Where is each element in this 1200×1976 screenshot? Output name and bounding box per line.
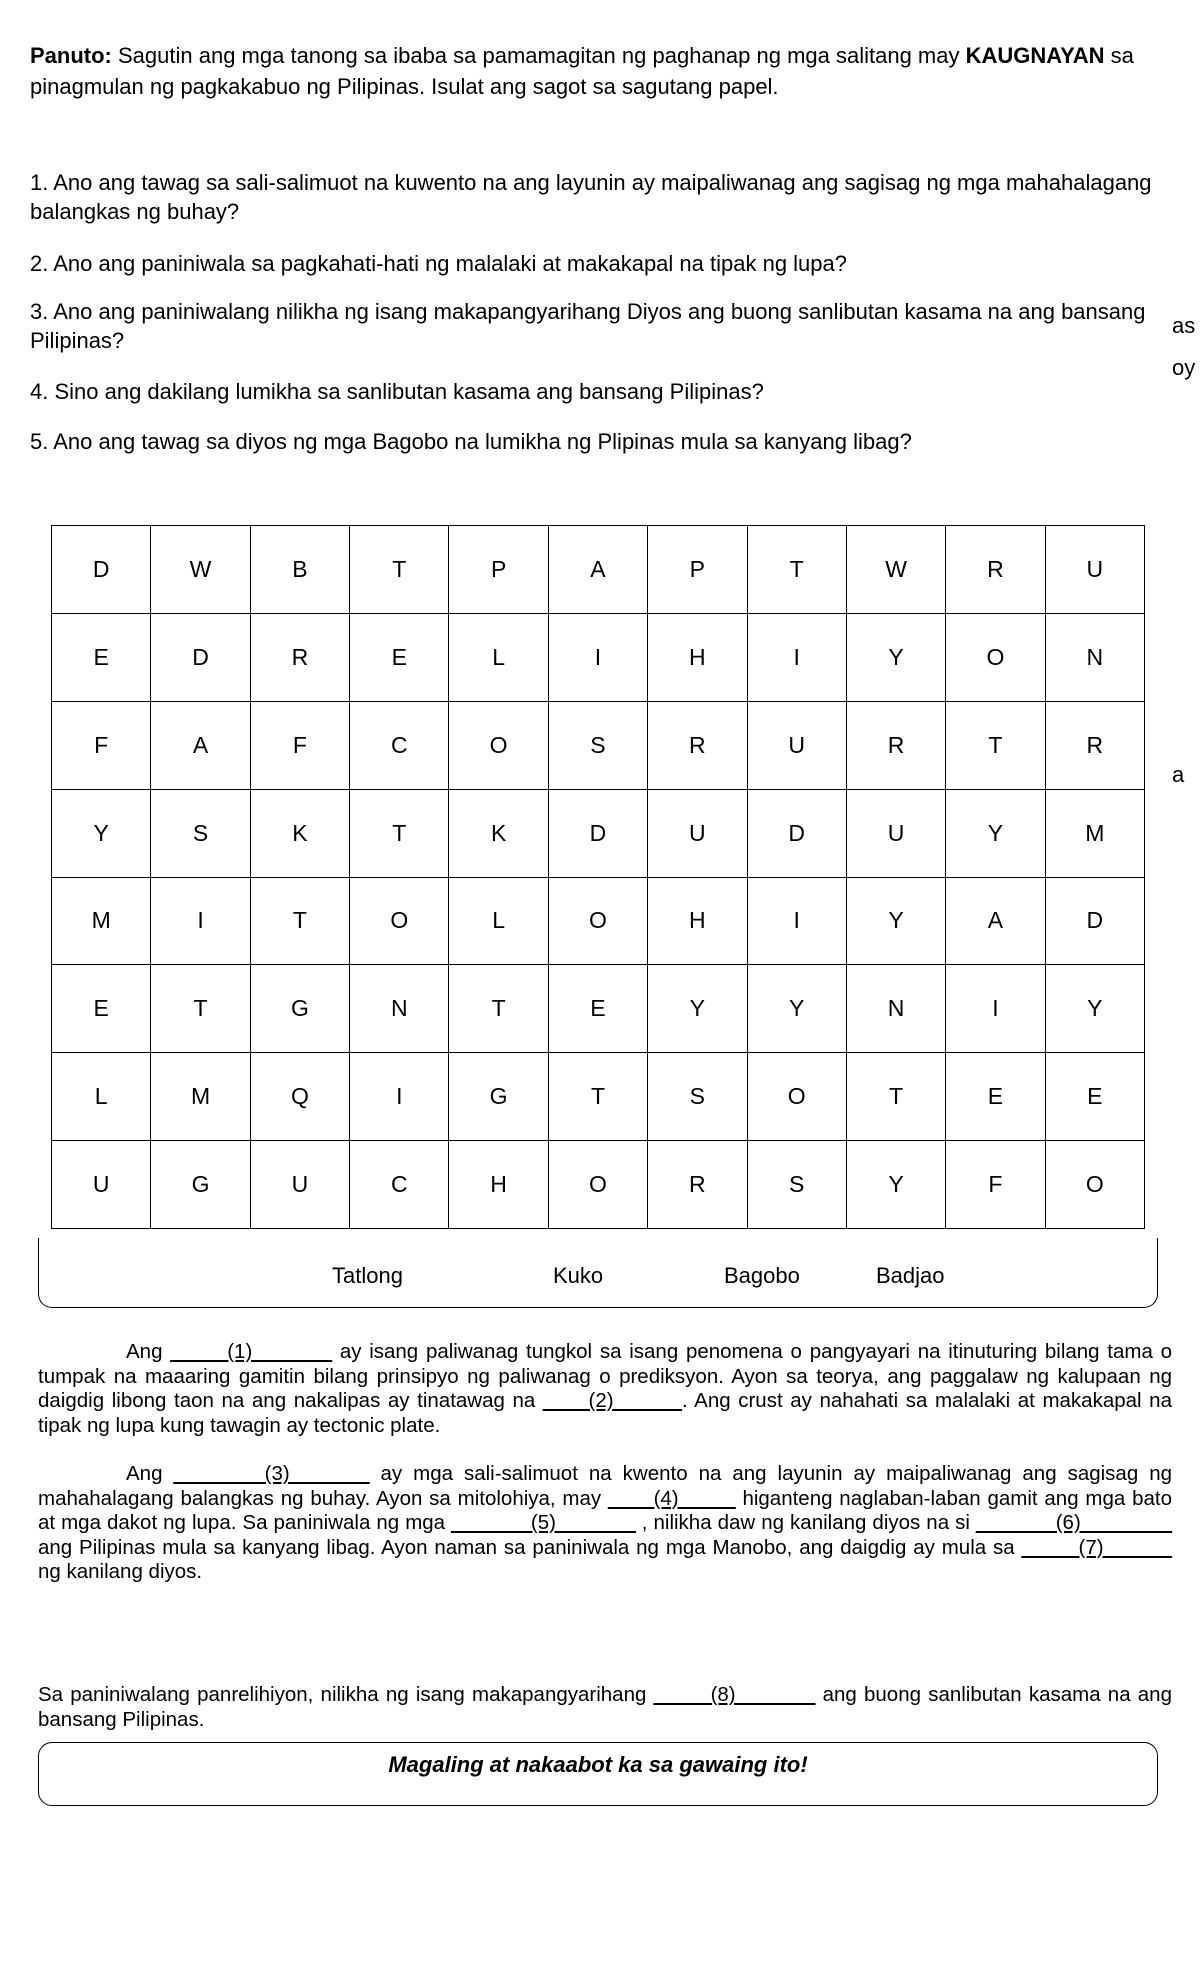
grid-cell: F (52, 701, 151, 789)
grid-cell: S (648, 1053, 747, 1141)
grid-cell: T (250, 877, 349, 965)
grid-cell: W (846, 526, 945, 614)
blank-4: ____(4)_____ (607, 1486, 736, 1510)
grid-cell: U (250, 1141, 349, 1229)
passage-text: Sa paniniwalang panrelihiyon, nilikha ng isang makapangyarihang (38, 1683, 654, 1706)
grid-cell: E (946, 1053, 1045, 1141)
question-4: 4. Sino ang dakilang lumikha sa sanlibutan kasama ang bansang Pilipinas? (30, 379, 764, 404)
grid-cell: T (946, 701, 1045, 789)
grid-cell: D (1045, 877, 1144, 965)
grid-cell: R (648, 1141, 747, 1229)
grid-cell: D (151, 613, 250, 701)
side-fragment: as (1172, 313, 1196, 338)
grid-cell: W (151, 526, 250, 614)
grid-cell: P (648, 526, 747, 614)
instructions-label: Panuto: (30, 43, 112, 68)
passage-text: . Ang crust ay nahahati sa malalaki at makakapal na tipak ng lupa kung tawagin ay tectonic plate. (38, 1389, 1172, 1437)
passage-paragraph-2 (38, 1462, 1172, 1585)
grid-cell: N (350, 965, 449, 1053)
grid-cell: S (548, 701, 647, 789)
grid-cell: R (946, 526, 1045, 614)
passage-paragraph-3 (38, 1683, 1172, 1732)
grid-cell: U (52, 1141, 151, 1229)
grid-cell: Y (648, 965, 747, 1053)
passage-text: ang buong sanlibutan kasama na ang bansang Pilipinas. (38, 1683, 1172, 1731)
blank-5: _______(5)_______ (451, 1511, 636, 1534)
grid-cell: N (846, 965, 945, 1053)
grid-cell: A (151, 701, 250, 789)
grid-cell: R (1045, 701, 1144, 789)
grid-cell: O (449, 701, 548, 789)
passage-text: Ang (126, 1462, 174, 1485)
word-bank-item: Tatlong (332, 1263, 403, 1288)
grid-cell: D (548, 789, 647, 877)
grid-cell: H (449, 1141, 548, 1229)
grid-cell: A (946, 877, 1045, 965)
passage-text: ay mga sali-salimuot na kwento na ang layunin ay maipaliwanag ang sagisag ng mahahalagang balangkas ng buhay. Ayon sa mitolohiya, may (38, 1462, 1173, 1510)
grid-cell: R (648, 701, 747, 789)
grid-cell: U (747, 701, 846, 789)
grid-cell: O (1045, 1141, 1144, 1229)
grid-cell: Y (52, 789, 151, 877)
grid-cell: H (648, 613, 747, 701)
grid-cell: Y (946, 789, 1045, 877)
grid-cell: U (846, 789, 945, 877)
blank-3: ________(3)_______ (173, 1462, 370, 1485)
question-1: 1. Ano ang tawag sa sali-salimuot na kuwento na ang layunin ay maipaliwanag ang sagisag ng mga mahahalagang balangkas ng buhay? (30, 170, 1152, 224)
grid-cell: L (52, 1053, 151, 1141)
grid-cell: F (946, 1141, 1045, 1229)
grid-cell: Y (1045, 965, 1144, 1053)
grid-cell: K (449, 789, 548, 877)
grid-cell: R (846, 701, 945, 789)
grid-cell: I (747, 877, 846, 965)
grid-cell: U (1045, 526, 1144, 614)
passage-text: ang Pilipinas mula sa kanyang libag. Ayon naman sa paniniwala ng mga Manobo, ang daigdig ay mula sa (38, 1535, 1022, 1559)
question-3: 3. Ano ang paniniwalang nilikha ng isang makapangyarihang Diyos ang buong sanlibutan kasama na ang bansang Pilipinas? (30, 299, 1146, 353)
grid-cell: O (548, 877, 647, 965)
grid-row (52, 789, 1145, 877)
question-5: 5. Ano ang tawag sa diyos ng mga Bagobo na lumikha ng Plipinas mula sa kanyang libag? (30, 429, 912, 454)
grid-cell: A (548, 526, 647, 614)
grid-cell: E (52, 965, 151, 1053)
grid-cell: T (548, 1053, 647, 1141)
blank-7: _____(7)______ (1021, 1535, 1172, 1559)
grid-cell: T (846, 1053, 945, 1141)
grid-cell: T (747, 526, 846, 614)
grid-cell: Y (846, 613, 945, 701)
grid-cell: S (747, 1141, 846, 1229)
grid-cell: I (946, 965, 1045, 1053)
passage-text: Ang (126, 1340, 171, 1363)
passage-text: higanteng naglaban-laban gamit ang mga bato at mga dakot ng lupa. Sa paniniwala ng mga (38, 1486, 1172, 1534)
grid-cell: E (1045, 1053, 1144, 1141)
grid-cell: R (250, 613, 349, 701)
grid-row (52, 701, 1145, 789)
grid-cell: O (946, 613, 1045, 701)
grid-row (52, 877, 1145, 965)
grid-row (52, 1141, 1145, 1229)
grid-cell: G (449, 1053, 548, 1141)
instructions-text-2: sa pinagmulan ng pagkakabuo ng Pilipinas. Isulat ang sagot sa sagutang papel. (30, 43, 1134, 99)
grid-cell: D (52, 526, 151, 614)
grid-cell: M (52, 877, 151, 965)
grid-row (52, 965, 1145, 1053)
grid-cell: H (648, 877, 747, 965)
word-search-grid (51, 525, 1145, 1229)
word-bank-item: Bagobo (724, 1263, 800, 1288)
passage-text: ay isang paliwanag tungkol sa isang penomena o pangyayari na itinuturing bilang tama o tumpak na maaaring gamitin bilang prinsipyo ng paliwanag o prediksyon. Ayon sa teorya, ang paggalaw ng kalupaan ng daigdig libong taon na ang nakalipas ay tinatawag na (38, 1340, 1173, 1412)
grid-cell: M (1045, 789, 1144, 877)
grid-cell: I (747, 613, 846, 701)
blank-6: _______(6)________ (975, 1511, 1172, 1534)
grid-cell: Y (846, 877, 945, 965)
grid-cell: O (350, 877, 449, 965)
passage-text: , nilikha daw ng kanilang diyos na si (635, 1511, 976, 1534)
instructions-text-1: Sagutin ang mga tanong sa ibaba sa pamamagitan ng paghanap ng mga salitang may (111, 43, 966, 68)
grid-cell: G (151, 1141, 250, 1229)
grid-row (52, 1053, 1145, 1141)
grid-cell: C (350, 701, 449, 789)
blank-8: _____(8)_______ (653, 1683, 816, 1706)
passage-paragraph-1 (38, 1340, 1172, 1438)
grid-cell: E (350, 613, 449, 701)
grid-cell: L (449, 613, 548, 701)
grid-row (52, 526, 1145, 614)
grid-cell: T (350, 526, 449, 614)
grid-cell: K (250, 789, 349, 877)
passage-text: ng kanilang diyos. (38, 1560, 203, 1583)
grid-cell: L (449, 877, 548, 965)
grid-cell: O (747, 1053, 846, 1141)
grid-cell: I (151, 877, 250, 965)
question-2: 2. Ano ang paniniwala sa pagkahati-hati ng malalaki at makakapal na tipak ng lupa? (30, 251, 847, 276)
side-fragment: a (1172, 762, 1185, 787)
blank-2: ____(2)______ (542, 1389, 682, 1412)
side-fragment: oy (1172, 355, 1196, 380)
grid-cell: Y (747, 965, 846, 1053)
grid-cell: M (151, 1053, 250, 1141)
grid-cell: C (350, 1141, 449, 1229)
grid-cell: E (548, 965, 647, 1053)
grid-cell: T (449, 965, 548, 1053)
grid-cell: I (350, 1053, 449, 1141)
grid-row (52, 613, 1145, 701)
blank-1: _____(1)_______ (170, 1340, 333, 1363)
grid-cell: I (548, 613, 647, 701)
grid-cell: F (250, 701, 349, 789)
grid-cell: G (250, 965, 349, 1053)
grid-cell: T (151, 965, 250, 1053)
grid-cell: Y (846, 1141, 945, 1229)
grid-cell: N (1045, 613, 1144, 701)
word-bank-item: Badjao (876, 1263, 945, 1288)
footer-message: Magaling at nakaabot ka sa gawaing ito! (388, 1752, 808, 1777)
grid-cell: Q (250, 1053, 349, 1141)
grid-cell: T (350, 789, 449, 877)
instructions-emphasis: KAUGNAYAN (965, 43, 1105, 68)
grid-cell: B (250, 526, 349, 614)
grid-cell: D (747, 789, 846, 877)
word-bank-item: Kuko (553, 1263, 604, 1288)
grid-cell: E (52, 613, 151, 701)
grid-cell: O (548, 1141, 647, 1229)
grid-cell: P (449, 526, 548, 614)
instructions (30, 40, 1170, 102)
grid-cell: S (151, 789, 250, 877)
grid-cell: U (648, 789, 747, 877)
